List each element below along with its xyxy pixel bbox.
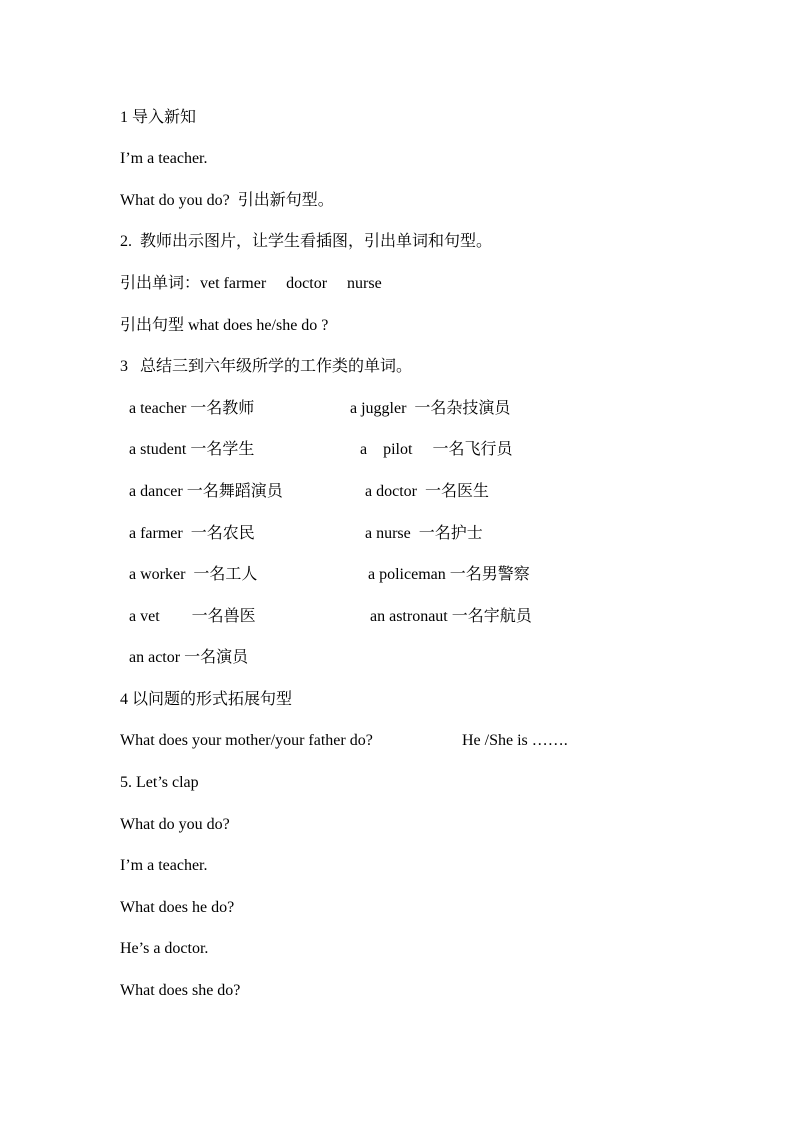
section-4-heading: 4 以问题的形式拓展句型 [120,691,293,708]
vocab-left-4: a farmer 一名农民 [129,525,255,542]
section-4-answer: He /She is ……. [462,732,568,749]
vocab-right-3: a doctor 一名医生 [365,483,489,500]
vocab-left-3: a dancer 一名舞蹈演员 [129,483,283,500]
section-2-sentence: 引出句型 what does he/she do ? [120,317,329,334]
section-5-heading: 5. Let’s clap [120,774,199,791]
vocab-left-5: a worker 一名工人 [129,566,258,583]
vocab-right-2: a pilot 一名飞行员 [360,441,513,458]
section-1-heading: 1 导入新知 [120,109,197,126]
section-2-words: 引出单词：vet farmer doctor nurse [120,275,382,292]
vocab-right-5: a policeman 一名男警察 [368,566,530,583]
section-2-heading: 2. 教师出示图片，让学生看插图，引出单词和句型。 [120,233,493,250]
vocab-left-6: a vet 一名兽医 [129,608,256,625]
vocab-left-7: an actor 一名演员 [129,649,249,666]
section-4-question: What does your mother/your father do? [120,732,373,749]
clap-line-1: What do you do? [120,816,230,833]
vocab-right-4: a nurse 一名护士 [365,525,483,542]
vocab-right-6: an astronaut 一名宇航员 [370,608,532,625]
vocab-right-1: a juggler 一名杂技演员 [350,400,511,417]
clap-line-2: I’m a teacher. [120,857,208,874]
vocab-left-1: a teacher 一名教师 [129,400,255,417]
clap-line-3: What does he do? [120,899,235,916]
clap-line-5: What does she do? [120,982,241,999]
clap-line-4: He’s a doctor. [120,940,209,957]
section-3-heading: 3 总结三到六年级所学的工作类的单词。 [120,358,413,375]
section-1-line-1: I’m a teacher. [120,150,208,167]
section-1-line-2: What do you do? 引出新句型。 [120,192,334,209]
vocab-left-2: a student 一名学生 [129,441,255,458]
